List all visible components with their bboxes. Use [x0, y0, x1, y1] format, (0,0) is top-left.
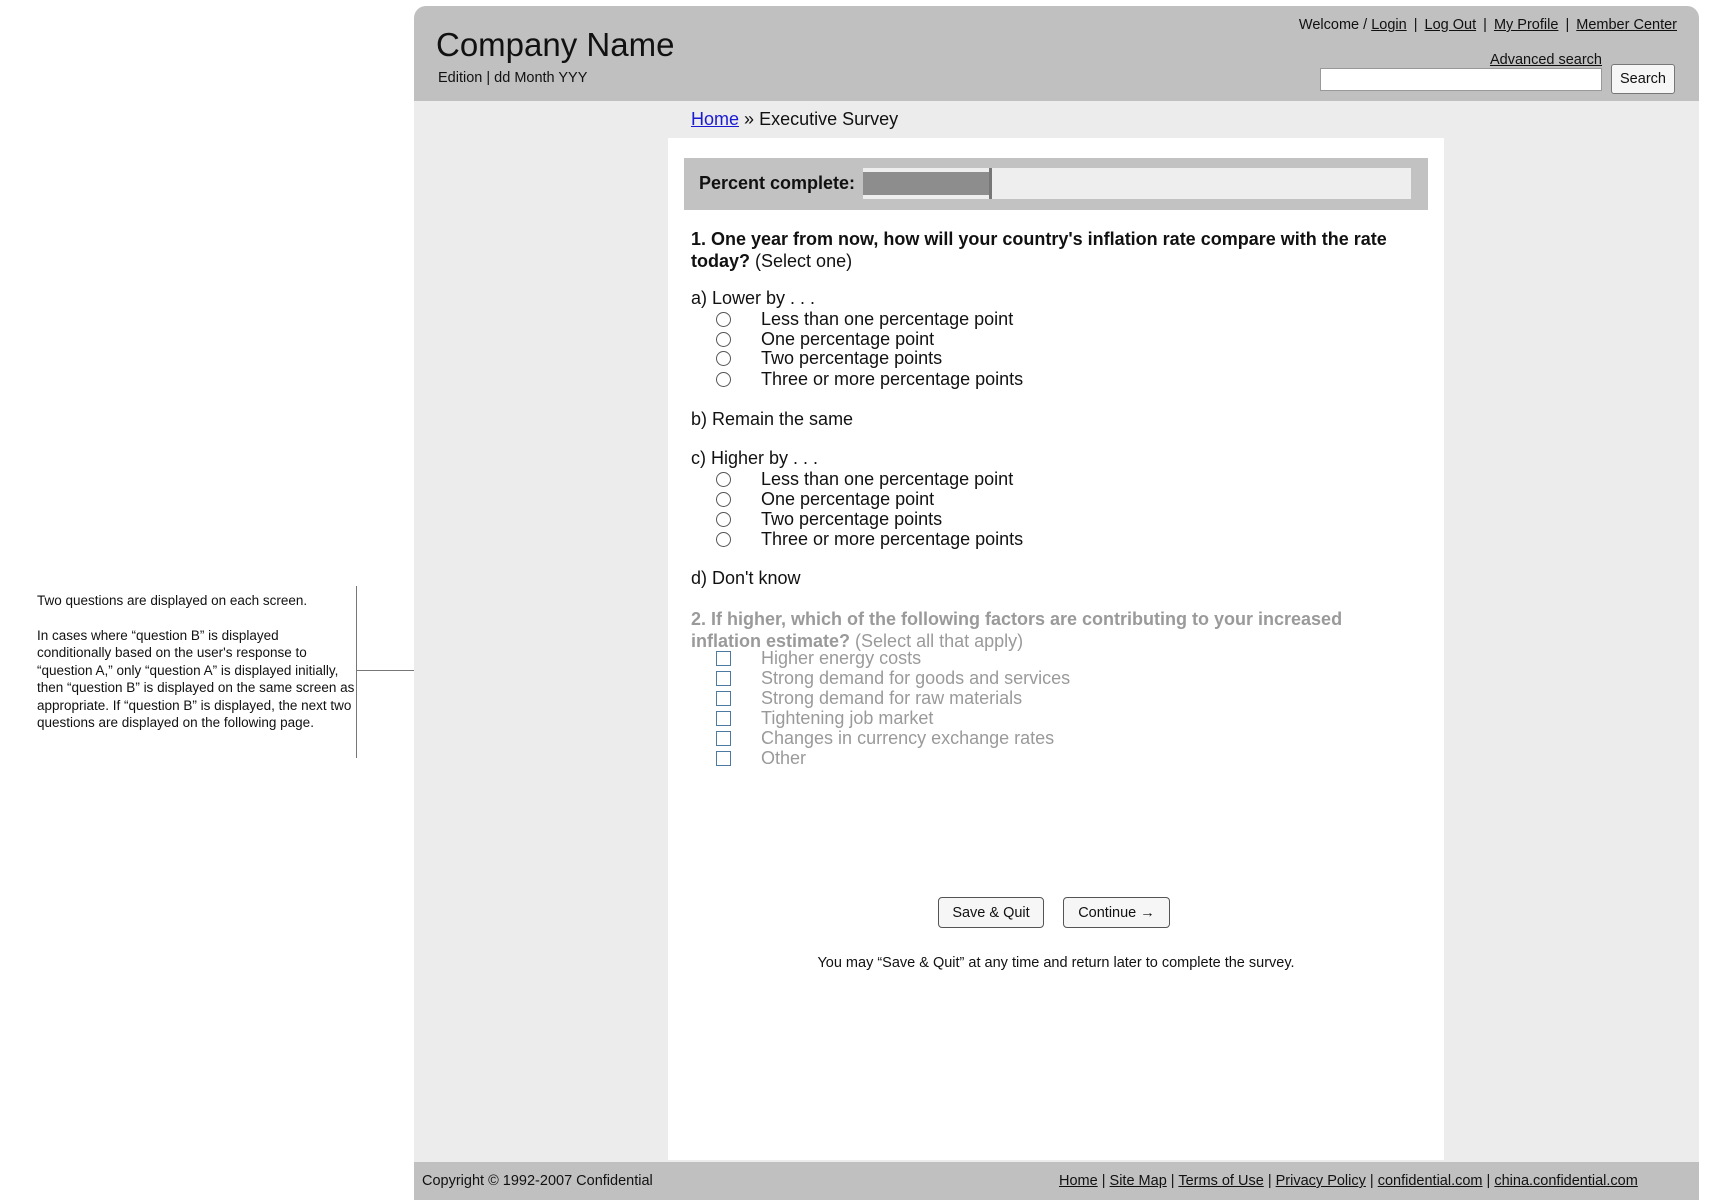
option-label: Three or more percentage points	[761, 528, 1024, 549]
continue-button[interactable]: Continue →	[1063, 897, 1170, 928]
option-label: Three or more percentage points	[761, 368, 1024, 389]
radio-button[interactable]	[716, 492, 731, 507]
checkbox-option-exchange-rates[interactable]	[716, 727, 1054, 749]
radio-button[interactable]	[716, 532, 731, 547]
option-label: Less than one percentage point	[761, 468, 1014, 489]
radio-button[interactable]	[716, 332, 731, 347]
checkbox[interactable]	[716, 751, 731, 766]
login-link[interactable]: Login	[1371, 17, 1407, 33]
member-center-link[interactable]: Member Center	[1576, 17, 1677, 33]
checkbox-option-other[interactable]	[716, 747, 806, 769]
progress-marker	[989, 168, 992, 199]
footer-home-link[interactable]: Home	[1059, 1173, 1098, 1189]
checkbox-label: Other	[761, 747, 807, 768]
footer-confidential-link[interactable]: confidential.com	[1377, 1173, 1483, 1189]
advanced-search	[1490, 52, 1602, 68]
option-higher-two[interactable]	[716, 508, 942, 530]
survey-content	[668, 138, 1444, 1160]
question-2-text	[691, 608, 1411, 652]
divider: |	[1267, 1173, 1272, 1189]
option-label: One percentage point	[761, 328, 935, 349]
divider: |	[1101, 1173, 1106, 1189]
advanced-search-link[interactable]: Advanced search	[1489, 52, 1602, 68]
divider: |	[1413, 17, 1418, 33]
divider: |	[1369, 1173, 1374, 1189]
divider: |	[1483, 17, 1487, 33]
option-higher-one[interactable]	[716, 488, 934, 510]
option-lower-three-plus[interactable]	[716, 368, 1023, 390]
checkbox[interactable]	[716, 671, 731, 686]
save-quit-button[interactable]: Save & Quit	[938, 897, 1044, 928]
checkbox[interactable]	[716, 651, 731, 666]
group-b-label: b) Remain the same	[691, 409, 854, 429]
radio-button[interactable]	[716, 351, 731, 366]
edition-date: Edition | dd Month YYY	[438, 70, 588, 86]
group-d-label: d) Don't know	[691, 568, 801, 588]
group-c-label: c) Higher by . . .	[691, 448, 819, 468]
annotation-paragraph-1: Two questions are displayed on each screen.	[37, 593, 308, 608]
progress-bar	[863, 168, 1411, 199]
checkbox[interactable]	[716, 711, 731, 726]
divider: |	[1170, 1173, 1175, 1189]
option-lower-less-than-one[interactable]	[716, 308, 1013, 330]
breadcrumb-current: Executive Survey	[759, 109, 899, 129]
annotation-paragraph-2: In cases where “question B” is displayed conditionally based on the user's response to “question A,” only “question A” is displayed initially, then “question B” is displayed on the same screen as appropriate. If “question B” is displayed, the next two questions are displayed on the following page.	[37, 627, 355, 730]
save-quit-note: You may “Save & Quit” at any time and return later to complete the survey.	[817, 955, 1295, 971]
question-1-text	[691, 228, 1411, 272]
checkbox-option-energy[interactable]	[716, 647, 921, 669]
question-1-hint: (Select one)	[755, 251, 853, 271]
radio-button[interactable]	[716, 372, 731, 387]
option-higher-less-than-one[interactable]	[716, 468, 1013, 490]
checkbox-label: Higher energy costs	[761, 647, 922, 668]
radio-button[interactable]	[716, 472, 731, 487]
radio-button[interactable]	[716, 312, 731, 327]
option-label: Two percentage points	[761, 508, 943, 529]
checkbox-option-goods-demand[interactable]	[716, 667, 1070, 689]
option-lower-two[interactable]	[716, 347, 942, 369]
logout-link[interactable]: Log Out	[1424, 17, 1477, 33]
footer-china-link[interactable]: china.confidential.com	[1494, 1173, 1638, 1189]
option-label: Less than one percentage point	[761, 308, 1014, 329]
annotation-note	[37, 592, 355, 749]
site-footer	[414, 1162, 1699, 1200]
progress-panel	[684, 158, 1428, 210]
breadcrumb	[691, 109, 898, 130]
annotation-bracket-line	[356, 586, 357, 758]
progress-label: Percent complete:	[699, 173, 856, 193]
footer-site-map-link[interactable]: Site Map	[1109, 1173, 1167, 1189]
radio-button[interactable]	[716, 512, 731, 527]
question-2-title: 2. If higher, which of the following factors are contributing to your increased inflation estimate?	[691, 609, 1343, 651]
footer-privacy-link[interactable]: Privacy Policy	[1275, 1173, 1366, 1189]
breadcrumb-home-link[interactable]: Home	[691, 109, 740, 129]
option-higher-three-plus[interactable]	[716, 528, 1023, 550]
search-input[interactable]	[1320, 68, 1602, 91]
checkbox-label: Strong demand for goods and services	[761, 667, 1071, 688]
company-name: Company Name	[436, 26, 675, 63]
checkbox-option-job-market[interactable]	[716, 707, 933, 729]
divider: |	[1565, 17, 1570, 33]
footer-links	[1059, 1173, 1638, 1189]
site-header	[414, 6, 1699, 101]
group-a-label: a) Lower by . . .	[691, 288, 816, 308]
checkbox-label: Strong demand for raw materials	[761, 687, 1023, 708]
checkbox-label: Tightening job market	[761, 707, 934, 728]
progress-fill	[863, 172, 989, 195]
divider: |	[1486, 1173, 1491, 1189]
option-label: One percentage point	[761, 488, 935, 509]
top-nav-links	[1299, 17, 1677, 33]
welcome-text: Welcome /	[1298, 17, 1368, 33]
question-1-title: 1. One year from now, how will your country's inflation rate compare with the rate today?	[691, 229, 1387, 271]
breadcrumb-separator: »	[744, 109, 755, 129]
question-2-hint: (Select all that apply)	[855, 631, 1024, 651]
checkbox-label: Changes in currency exchange rates	[761, 727, 1055, 748]
page-frame	[414, 6, 1699, 1200]
checkbox-option-raw-materials[interactable]	[716, 687, 1022, 709]
option-label: Two percentage points	[761, 347, 943, 368]
footer-terms-link[interactable]: Terms of Use	[1178, 1173, 1264, 1189]
copyright-text: Copyright © 1992-2007 Confidential	[422, 1173, 653, 1189]
my-profile-link[interactable]: My Profile	[1493, 17, 1559, 33]
search-button[interactable]: Search	[1611, 64, 1675, 94]
checkbox[interactable]	[716, 731, 731, 746]
checkbox[interactable]	[716, 691, 731, 706]
